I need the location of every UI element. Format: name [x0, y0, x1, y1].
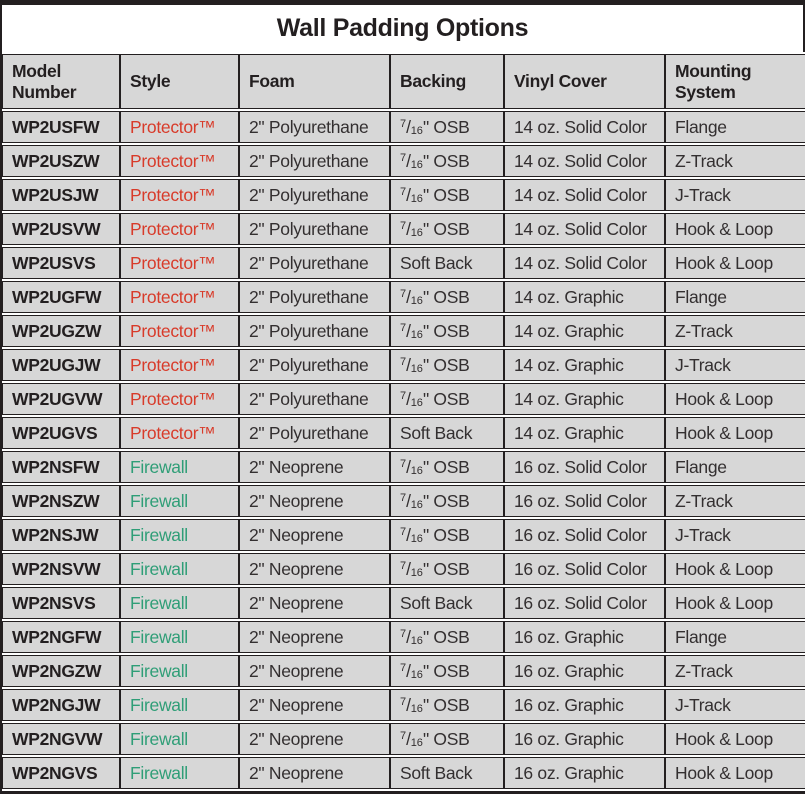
foam-cell: 2" Polyurethane [239, 383, 390, 415]
model-cell: WP2UGVS [2, 417, 120, 449]
table-header [2, 54, 805, 109]
model-cell: WP2USVW [2, 213, 120, 245]
backing-cell: $^7/_{16}$" OSB [390, 485, 504, 517]
table-row [2, 247, 805, 279]
fraction-denominator: 16 [410, 158, 423, 171]
table-row [2, 383, 805, 415]
model-cell: WP2NGFW [2, 621, 120, 653]
table-row [2, 349, 805, 381]
vinyl-cell: 14 oz. Graphic [504, 417, 665, 449]
column-header-model: Model Number [2, 54, 120, 109]
foam-cell: 2" Neoprene [239, 519, 390, 551]
style-cell: Protector™ [120, 383, 239, 415]
vinyl-cell: 16 oz. Graphic [504, 689, 665, 721]
model-cell: WP2NGJW [2, 689, 120, 721]
model-cell: WP2UGZW [2, 315, 120, 347]
fraction-numerator: 7 [400, 627, 407, 640]
style-cell: Firewall [120, 689, 239, 721]
fraction-denominator: 16 [410, 362, 423, 375]
mounting-cell: Hook & Loop [665, 757, 805, 789]
table-row [2, 145, 805, 177]
table-row [2, 723, 805, 755]
model-cell: WP2NGVS [2, 757, 120, 789]
style-cell: Firewall [120, 451, 239, 483]
fraction-numerator: 7 [400, 117, 407, 130]
style-cell: Protector™ [120, 179, 239, 211]
vinyl-cell: 14 oz. Graphic [504, 383, 665, 415]
style-cell: Firewall [120, 519, 239, 551]
mounting-cell: Hook & Loop [665, 587, 805, 619]
fraction-denominator: 16 [410, 634, 423, 647]
backing-cell: $^7/_{16}$" OSB [390, 689, 504, 721]
table-row [2, 587, 805, 619]
mounting-cell: J-Track [665, 519, 805, 551]
mounting-cell: Flange [665, 111, 805, 143]
backing-cell: $^7/_{16}$" OSB [390, 451, 504, 483]
mounting-cell: Hook & Loop [665, 553, 805, 585]
mounting-cell: Hook & Loop [665, 723, 805, 755]
backing-cell: $^7/_{16}$" OSB [390, 519, 504, 551]
style-cell: Firewall [120, 553, 239, 585]
table-row [2, 519, 805, 551]
table-body [2, 111, 805, 789]
backing-cell: Soft Back [390, 757, 504, 789]
table-row [2, 621, 805, 653]
style-cell: Protector™ [120, 315, 239, 347]
foam-cell: 2" Neoprene [239, 485, 390, 517]
foam-cell: 2" Neoprene [239, 451, 390, 483]
mounting-cell: Z-Track [665, 655, 805, 687]
foam-cell: 2" Neoprene [239, 689, 390, 721]
backing-cell: $^7/_{16}$" OSB [390, 281, 504, 313]
vinyl-cell: 16 oz. Solid Color [504, 519, 665, 551]
column-header-foam: Foam [239, 54, 390, 109]
column-header-mounting: Mounting System [665, 54, 805, 109]
foam-cell: 2" Neoprene [239, 655, 390, 687]
fraction-numerator: 7 [400, 355, 407, 368]
model-cell: WP2NSJW [2, 519, 120, 551]
fraction-denominator: 16 [410, 124, 423, 137]
model-cell: WP2NSZW [2, 485, 120, 517]
model-cell: WP2NSFW [2, 451, 120, 483]
mounting-cell: Hook & Loop [665, 213, 805, 245]
foam-cell: 2" Polyurethane [239, 213, 390, 245]
foam-cell: 2" Polyurethane [239, 179, 390, 211]
fraction-denominator: 16 [410, 396, 423, 409]
table-row [2, 281, 805, 313]
vinyl-cell: 14 oz. Solid Color [504, 213, 665, 245]
vinyl-cell: 16 oz. Solid Color [504, 485, 665, 517]
backing-cell: $^7/_{16}$" OSB [390, 315, 504, 347]
style-cell: Firewall [120, 485, 239, 517]
vinyl-cell: 14 oz. Graphic [504, 349, 665, 381]
mounting-cell: Z-Track [665, 485, 805, 517]
vinyl-cell: 16 oz. Solid Color [504, 451, 665, 483]
style-cell: Protector™ [120, 349, 239, 381]
model-cell: WP2NGVW [2, 723, 120, 755]
fraction-numerator: 7 [400, 151, 407, 164]
fraction-denominator: 16 [410, 566, 423, 579]
fraction-numerator: 7 [400, 525, 407, 538]
vinyl-cell: 14 oz. Solid Color [504, 145, 665, 177]
vinyl-cell: 16 oz. Solid Color [504, 587, 665, 619]
fraction-denominator: 16 [410, 226, 423, 239]
fraction-numerator: 7 [400, 457, 407, 470]
foam-cell: 2" Neoprene [239, 553, 390, 585]
fraction-numerator: 7 [400, 389, 407, 402]
backing-cell: Soft Back [390, 417, 504, 449]
vinyl-cell: 16 oz. Solid Color [504, 553, 665, 585]
vinyl-cell: 16 oz. Graphic [504, 621, 665, 653]
style-cell: Protector™ [120, 417, 239, 449]
vinyl-cell: 14 oz. Solid Color [504, 247, 665, 279]
style-cell: Protector™ [120, 145, 239, 177]
model-cell: WP2USZW [2, 145, 120, 177]
foam-cell: 2" Polyurethane [239, 417, 390, 449]
table-row [2, 213, 805, 245]
header-row [2, 54, 805, 109]
fraction-numerator: 7 [400, 559, 407, 572]
fraction-numerator: 7 [400, 321, 407, 334]
model-cell: WP2USFW [2, 111, 120, 143]
fraction-denominator: 16 [410, 192, 423, 205]
fraction-denominator: 16 [410, 498, 423, 511]
fraction-numerator: 7 [400, 219, 407, 232]
mounting-cell: J-Track [665, 179, 805, 211]
fraction-denominator: 16 [410, 464, 423, 477]
foam-cell: 2" Polyurethane [239, 145, 390, 177]
backing-cell: $^7/_{16}$" OSB [390, 179, 504, 211]
foam-cell: 2" Neoprene [239, 587, 390, 619]
vinyl-cell: 16 oz. Graphic [504, 655, 665, 687]
vinyl-cell: 14 oz. Solid Color [504, 111, 665, 143]
backing-cell: $^7/_{16}$" OSB [390, 383, 504, 415]
mounting-cell: Z-Track [665, 145, 805, 177]
foam-cell: 2" Polyurethane [239, 281, 390, 313]
mounting-cell: Flange [665, 281, 805, 313]
page-title: Wall Padding Options [2, 5, 803, 54]
vinyl-cell: 14 oz. Graphic [504, 281, 665, 313]
backing-cell: $^7/_{16}$" OSB [390, 621, 504, 653]
fraction-denominator: 16 [410, 702, 423, 715]
style-cell: Firewall [120, 587, 239, 619]
column-header-vinyl: Vinyl Cover [504, 54, 665, 109]
vinyl-cell: 16 oz. Graphic [504, 723, 665, 755]
model-cell: WP2USVS [2, 247, 120, 279]
mounting-cell: Flange [665, 621, 805, 653]
fraction-numerator: 7 [400, 695, 407, 708]
table-row [2, 451, 805, 483]
vinyl-cell: 14 oz. Solid Color [504, 179, 665, 211]
wall-padding-options-table [2, 52, 805, 791]
model-cell: WP2UGJW [2, 349, 120, 381]
model-cell: WP2NSVS [2, 587, 120, 619]
fraction-denominator: 16 [410, 736, 423, 749]
table-row [2, 689, 805, 721]
style-cell: Protector™ [120, 213, 239, 245]
fraction-denominator: 16 [410, 668, 423, 681]
table-row [2, 757, 805, 789]
table-row [2, 179, 805, 211]
backing-cell: $^7/_{16}$" OSB [390, 111, 504, 143]
style-cell: Firewall [120, 723, 239, 755]
table-row [2, 111, 805, 143]
table-row [2, 485, 805, 517]
backing-cell: $^7/_{16}$" OSB [390, 553, 504, 585]
foam-cell: 2" Polyurethane [239, 247, 390, 279]
foam-cell: 2" Neoprene [239, 757, 390, 789]
style-cell: Protector™ [120, 281, 239, 313]
table-row [2, 553, 805, 585]
column-header-style: Style [120, 54, 239, 109]
mounting-cell: Flange [665, 451, 805, 483]
foam-cell: 2" Polyurethane [239, 111, 390, 143]
style-cell: Protector™ [120, 247, 239, 279]
model-cell: WP2USJW [2, 179, 120, 211]
foam-cell: 2" Neoprene [239, 723, 390, 755]
vinyl-cell: 14 oz. Graphic [504, 315, 665, 347]
mounting-cell: Hook & Loop [665, 383, 805, 415]
fraction-denominator: 16 [410, 328, 423, 341]
fraction-numerator: 7 [400, 729, 407, 742]
style-cell: Firewall [120, 655, 239, 687]
style-cell: Protector™ [120, 111, 239, 143]
backing-cell: $^7/_{16}$" OSB [390, 723, 504, 755]
foam-cell: 2" Polyurethane [239, 315, 390, 347]
style-cell: Firewall [120, 621, 239, 653]
table-row [2, 315, 805, 347]
vinyl-cell: 16 oz. Graphic [504, 757, 665, 789]
backing-cell: $^7/_{16}$" OSB [390, 655, 504, 687]
style-cell: Firewall [120, 757, 239, 789]
table-row [2, 655, 805, 687]
mounting-cell: Hook & Loop [665, 417, 805, 449]
fraction-denominator: 16 [410, 294, 423, 307]
backing-cell: Soft Back [390, 247, 504, 279]
table-row [2, 417, 805, 449]
backing-cell: Soft Back [390, 587, 504, 619]
backing-cell: $^7/_{16}$" OSB [390, 145, 504, 177]
mounting-cell: Hook & Loop [665, 247, 805, 279]
foam-cell: 2" Polyurethane [239, 349, 390, 381]
model-cell: WP2NSVW [2, 553, 120, 585]
foam-cell: 2" Neoprene [239, 621, 390, 653]
model-cell: WP2NGZW [2, 655, 120, 687]
mounting-cell: J-Track [665, 349, 805, 381]
fraction-denominator: 16 [410, 532, 423, 545]
column-header-backing: Backing [390, 54, 504, 109]
fraction-numerator: 7 [400, 185, 407, 198]
mounting-cell: Z-Track [665, 315, 805, 347]
backing-cell: $^7/_{16}$" OSB [390, 213, 504, 245]
fraction-numerator: 7 [400, 661, 407, 674]
backing-cell: $^7/_{16}$" OSB [390, 349, 504, 381]
fraction-numerator: 7 [400, 491, 407, 504]
fraction-numerator: 7 [400, 287, 407, 300]
model-cell: WP2UGFW [2, 281, 120, 313]
model-cell: WP2UGVW [2, 383, 120, 415]
mounting-cell: J-Track [665, 689, 805, 721]
